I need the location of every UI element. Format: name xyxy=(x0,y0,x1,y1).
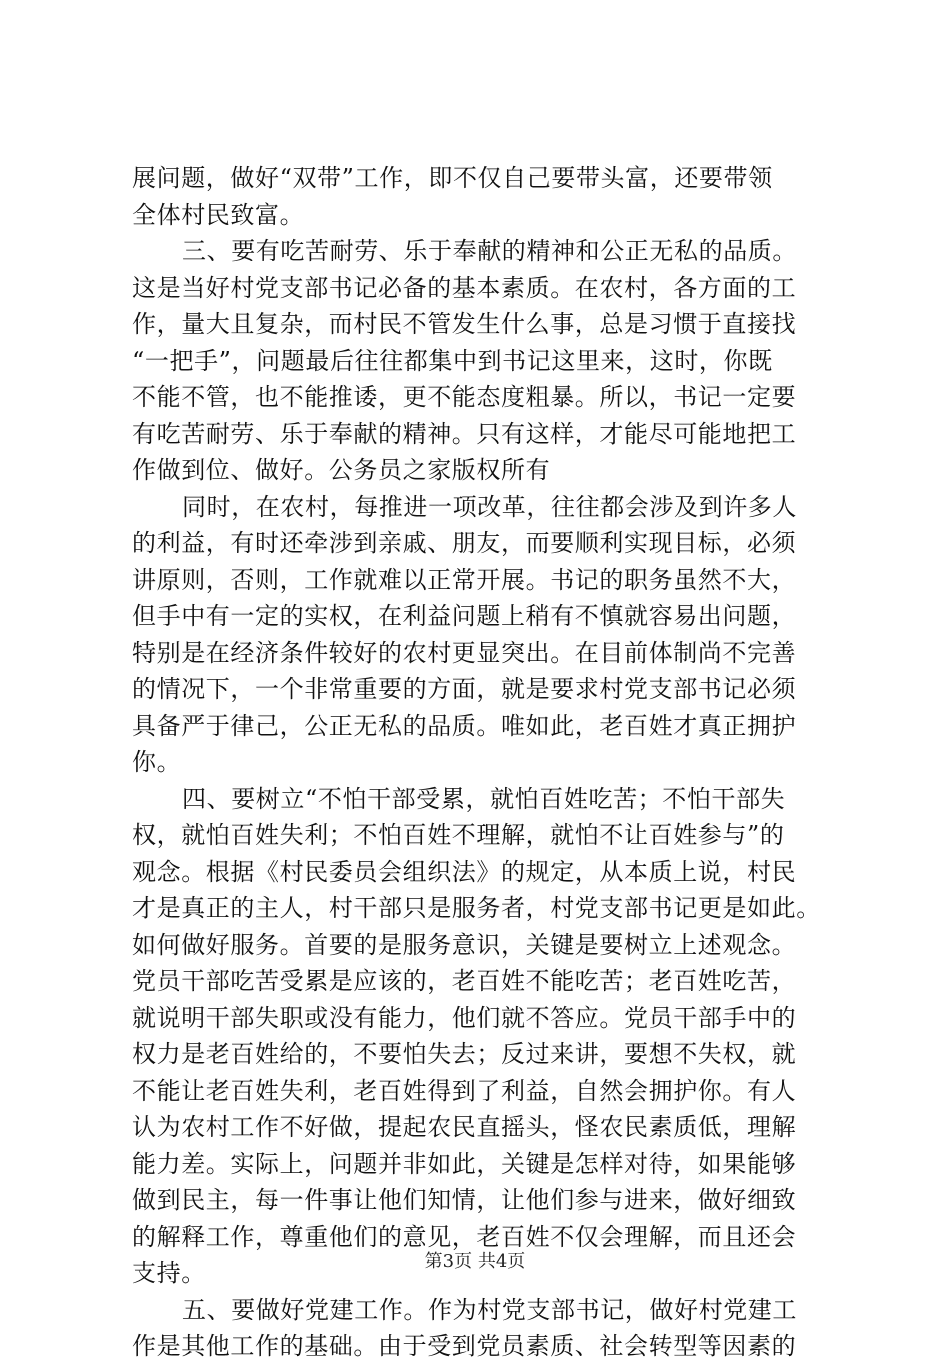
text-line: 党员干部吃苦受累是应该的，老百姓不能吃苦；老百姓吃苦， xyxy=(132,967,797,995)
text-line: 作做到位、做好。公务员之家版权所有 xyxy=(132,456,551,484)
paragraph-first-line: 同时，在农村，每推进一项改革，往往都会涉及到许多人 xyxy=(182,492,797,521)
text-line: 权力是老百姓给的，不要怕失去；反过来讲，要想不失权，就 xyxy=(132,1040,797,1068)
text-line: 你。 xyxy=(132,748,182,776)
paragraph-first-line: 五、要做好党建工作。作为村党支部书记，做好村党建工 xyxy=(182,1295,797,1324)
text-line: 展问题，做好“双带”工作，即不仅自己要带头富，还要带领 xyxy=(132,164,773,192)
text-line: 但手中有一定的实权，在利益问题上稍有不慎就容易出问题， xyxy=(132,602,797,630)
text-line: 不能不管，也不能推诿，更不能态度粗暴。所以，书记一定要 xyxy=(132,383,797,411)
text-line: 特别是在经济条件较好的农村更显突出。在目前体制尚不完善 xyxy=(132,638,797,667)
text-line: 做到民主，每一件事让他们知情，让他们参与进来，做好细致 xyxy=(132,1186,797,1214)
text-line: 如何做好服务。首要的是服务意识，关键是要树立上述观念。 xyxy=(132,930,797,959)
paragraph-first-line: 四、要树立“不怕干部受累，就怕百姓吃苦；不怕干部失 xyxy=(182,784,786,813)
text-line: 的解释工作，尊重他们的意见，老百姓不仅会理解，而且还会 xyxy=(132,1222,797,1251)
paragraph-first-line: 三、要有吃苦耐劳、乐于奉献的精神和公正无私的品质。 xyxy=(182,237,797,265)
text-line: 能力差。实际上，问题并非如此，关键是怎样对待，如果能够 xyxy=(132,1149,797,1178)
text-line: 权，就怕百姓失利；不怕百姓不理解，就怕不让百姓参与”的 xyxy=(132,821,785,849)
text-line: 全体村民致富。 xyxy=(132,200,305,229)
text-line: 具备严于律己，公正无私的品质。唯如此，老百姓才真正拥护 xyxy=(132,711,797,740)
text-line: 作是其他工作的基础。由于受到党员素质、社会转型等因素的 xyxy=(132,1332,797,1360)
text-line: “一把手”，问题最后往往都集中到书记这里来，这时，你既 xyxy=(132,346,773,375)
text-line: 认为农村工作不好做，提起农民直摇头，怪农民素质低，理解 xyxy=(132,1113,797,1141)
text-line: 的情况下，一个非常重要的方面，就是要求村党支部书记必须 xyxy=(132,675,797,703)
text-line: 的利益，有时还牵涉到亲戚、朋友，而要顺利实现目标，必须 xyxy=(132,529,797,557)
text-line: 这是当好村党支部书记必备的基本素质。在农村，各方面的工 xyxy=(132,273,797,302)
text-line: 观念。根据《村民委员会组织法》的规定，从本质上说，村民 xyxy=(132,857,797,886)
text-line: 作，量大且复杂，而村民不管发生什么事，总是习惯于直接找 xyxy=(132,310,797,338)
text-line: 不能让老百姓失利，老百姓得到了利益，自然会拥护你。有人 xyxy=(132,1076,797,1105)
text-line: 有吃苦耐劳、乐于奉献的精神。只有这样，才能尽可能地把工 xyxy=(132,419,797,448)
text-line: 支持。 xyxy=(132,1259,206,1287)
text-line: 才是真正的主人，村干部只是服务者，村党支部书记更是如此。 xyxy=(132,894,821,922)
page-footer: 第3页 共4页 xyxy=(424,1251,526,1272)
text-line: 讲原则，否则，工作就难以正常开展。书记的职务虽然不大， xyxy=(132,565,797,594)
text-line: 就说明干部失职或没有能力，他们就不答应。党员干部手中的 xyxy=(132,1003,797,1032)
document-body xyxy=(132,160,832,1365)
